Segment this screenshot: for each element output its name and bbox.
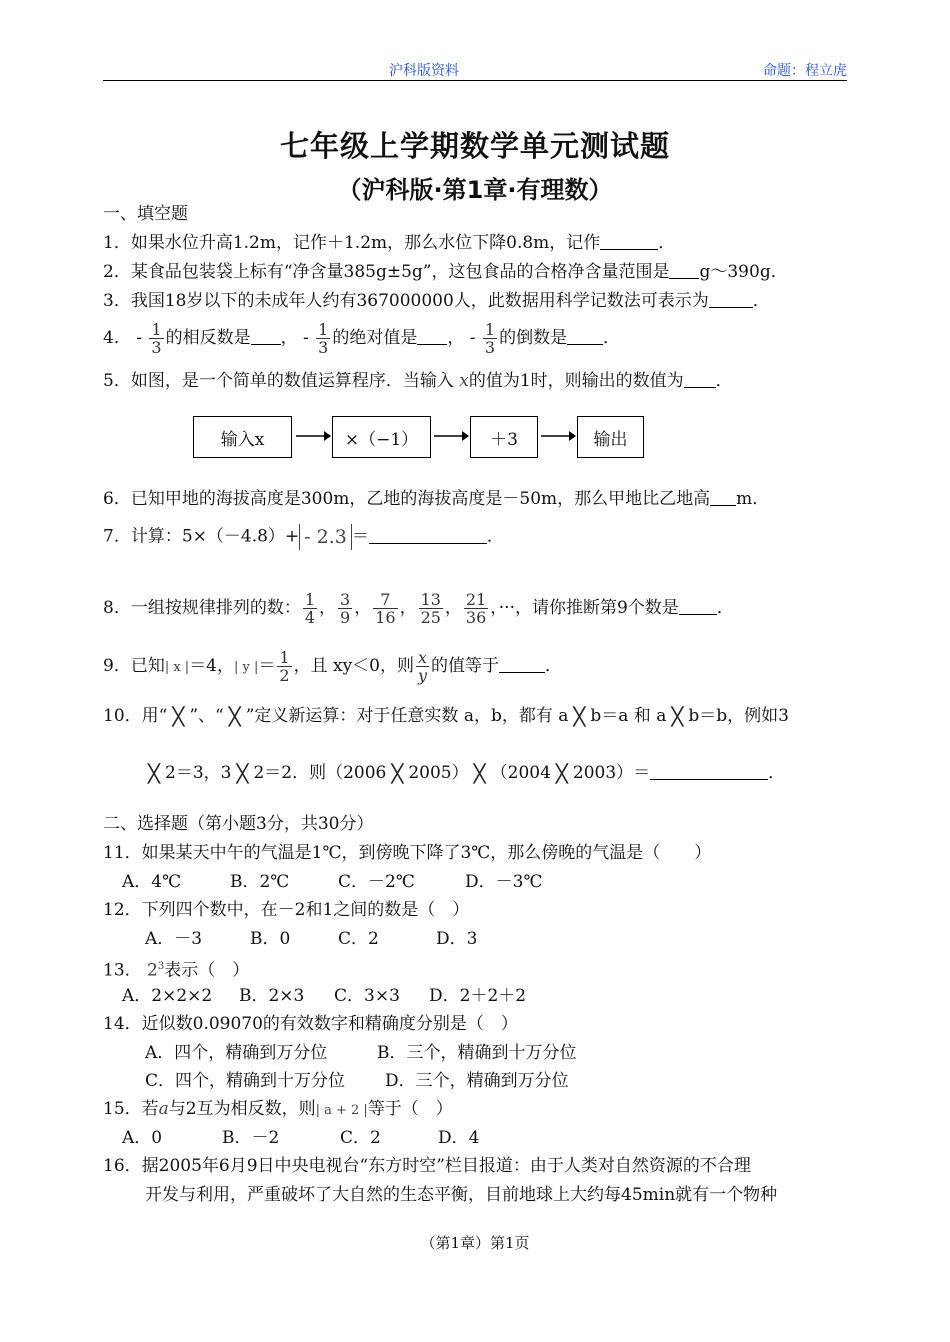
operator-second-icon: ᚷ (235, 761, 250, 787)
q5-text: 5．如图，是一个简单的数值运算程序．当输入 (103, 371, 454, 391)
flow-multiply-box (332, 416, 431, 458)
denominator: y (418, 666, 428, 685)
question-15 (103, 1098, 453, 1122)
power-base: 2 (147, 960, 158, 981)
answer-blank (417, 328, 447, 345)
q4-text-2: 的绝对值是 (332, 328, 418, 348)
question-12: 12．下列四个数中，在－2和1之间的数是（ ） (103, 900, 470, 920)
fraction-half (277, 649, 291, 684)
comma: ， (447, 328, 465, 348)
answer-blank (251, 328, 281, 345)
abs-y: | y | (234, 660, 259, 675)
q6-text-end: m． (736, 489, 770, 509)
question-8 (103, 588, 734, 628)
minus-sign: - (136, 328, 142, 348)
period: ． (603, 328, 621, 348)
option-c: C．－2℃ (338, 872, 415, 892)
q10-text-f: 2＝3，3 (165, 763, 232, 783)
header-rule (103, 80, 847, 81)
q9-text-b: ＝4， (189, 656, 235, 676)
question-11: 11．如果某天中午的气温是1℃，到傍晚下降了3℃，那么傍晚的气温是（ ） (103, 843, 712, 863)
q10-text-i: （2004 (490, 763, 551, 783)
fraction (373, 591, 397, 626)
question-13 (103, 956, 249, 982)
q10-text-h: 2005） (408, 763, 469, 783)
option-d: D．－3℃ (465, 872, 543, 892)
period: ． (752, 291, 770, 311)
numerator: 1 (304, 590, 316, 609)
variable-a: a (158, 1099, 169, 1119)
period: ． (658, 233, 676, 253)
q10-text-e: b＝b，例如3 (688, 706, 789, 726)
option-d: D．4 (438, 1128, 480, 1148)
header-right: 命题：程立虎 (763, 63, 847, 79)
q4-text-1: 的相反数是 (165, 328, 251, 348)
option-c: C．2 (338, 929, 379, 949)
answer-blank (710, 489, 736, 506)
q4-text-3: 的倒数是 (499, 328, 568, 348)
flow-input-box (193, 416, 292, 458)
answer-blank (669, 262, 699, 279)
flow-add-box (470, 416, 538, 458)
period: ． (768, 763, 786, 783)
option-d: D．三个，精确到万分位 (385, 1071, 569, 1091)
question-5 (103, 370, 733, 392)
flow-add-label: ＋3 (490, 429, 518, 450)
period: ． (545, 656, 563, 676)
question-9 (103, 646, 562, 688)
denominator: 36 (465, 608, 487, 627)
section-multiple-choice: 二、选择题（第小题3分，共30分） (103, 814, 374, 834)
q9-text: 9．已知 (103, 656, 165, 676)
operator-second-icon: ᚷ (228, 704, 242, 730)
answer-blank (369, 527, 487, 544)
q8-text: 8．一组按规律排列的数： (103, 598, 301, 618)
question-3 (103, 290, 770, 312)
question-1 (103, 232, 675, 254)
option-d: D．3 (436, 929, 478, 949)
q13-text: 表示（ ） (164, 960, 250, 981)
denominator: 3 (318, 338, 329, 357)
flow-output-label: 输出 (593, 429, 628, 450)
answer-blank (709, 291, 753, 308)
option-b: B．2×3 (239, 986, 305, 1006)
question-2 (103, 261, 788, 283)
section-fill-blank: 一、填空题 (103, 204, 188, 224)
fraction (464, 591, 488, 626)
fraction (419, 591, 443, 626)
numerator: 21 (465, 590, 487, 609)
option-c: C．3×3 (334, 986, 400, 1006)
numerator: 3 (340, 590, 351, 609)
question-13-options (122, 985, 526, 1007)
q15-text-b: 与2互为相反数，则 (168, 1099, 316, 1119)
abs-a-plus-2: | a + 2 | (315, 1103, 368, 1118)
denominator: 25 (420, 608, 441, 627)
numerator: x (416, 649, 429, 667)
answer-blank (499, 656, 545, 673)
fraction-one-third (316, 321, 330, 356)
comma: ， (444, 598, 462, 618)
q10-text-d: b＝a 和 a (590, 706, 667, 726)
operator-first-icon: ᚷ (147, 761, 161, 787)
question-14-options-1 (145, 1042, 577, 1064)
variable-x: x (459, 371, 469, 391)
q10-text-j: 2003）＝ (572, 763, 651, 783)
denominator: 9 (340, 608, 351, 627)
flow-output-box (577, 416, 644, 458)
question-16-cont: 开发与利用，严重破坏了大自然的生态平衡，目前地球上大约每45min就有一个物种 (145, 1185, 778, 1205)
comma: ， (399, 598, 417, 618)
q5-text-2: 的值为1时，则输出的数值为 (468, 371, 684, 391)
q4-number: 4． (103, 328, 131, 348)
q15-text-c: 等于（ ） (367, 1099, 453, 1119)
q9-text-d: ，且 xy＜0，则 (293, 656, 414, 676)
answer-blank (650, 763, 768, 780)
comma: ， (280, 328, 298, 348)
q1-text: 1．如果水位升高1.2m，记作＋1.2m，那么水位下降0.8m，记作 (103, 233, 601, 253)
comma: ， (319, 598, 337, 618)
q7-equals: ＝ (351, 526, 369, 547)
option-b: B．三个，精确到十万分位 (377, 1043, 577, 1063)
page-header (103, 60, 847, 80)
answer-blank (600, 233, 658, 250)
question-7 (103, 524, 504, 550)
flow-arrow-2 (432, 426, 470, 446)
option-b: B．0 (250, 929, 291, 949)
denominator: 4 (304, 608, 316, 627)
q7-text: 7．计算：5×（－4.8）+ (103, 526, 300, 547)
numerator: 7 (373, 591, 397, 609)
period: ． (716, 598, 734, 618)
answer-blank (679, 598, 717, 615)
q10-text-b: ”、“ (189, 706, 224, 726)
option-a: A．2×2×2 (122, 986, 213, 1006)
period: ． (715, 371, 733, 391)
fraction (303, 591, 317, 626)
page-subtitle: （沪科版·第1章·有理数） (337, 176, 613, 204)
operator-first-icon: ᚷ (171, 704, 185, 730)
q6-text: 6．已知甲地的海拔高度是300m，乙地的海拔高度是－50m，那么甲地比乙地高 (103, 489, 711, 509)
q15-text-a: 15．若 (103, 1099, 159, 1119)
option-b: B．－2 (222, 1128, 280, 1148)
numerator: 13 (420, 590, 441, 609)
minus-sign: - (302, 328, 309, 348)
question-14: 14．近似数0.09070的有效数字和精确度分别是（ ） (103, 1014, 518, 1034)
operator-second-icon: ᚷ (670, 704, 684, 730)
flow-input-label: 输入x (220, 429, 265, 450)
fraction-one-third (149, 321, 163, 356)
numerator: 1 (318, 320, 329, 339)
fraction (338, 591, 352, 626)
page-title: 七年级上学期数学单元测试题 (279, 129, 670, 163)
option-a: A．－3 (145, 929, 203, 949)
question-4 (103, 318, 620, 358)
numerator: 1 (279, 648, 290, 667)
fraction-one-third (483, 321, 497, 356)
operator-first-icon: ᚷ (572, 704, 586, 730)
denominator: 16 (375, 608, 396, 627)
question-11-options (122, 871, 542, 893)
power-exponent: 3 (157, 961, 165, 972)
fraction-x-over-y (416, 649, 429, 684)
denominator: 3 (484, 338, 496, 357)
option-c: C．四个，精确到十万分位 (145, 1071, 346, 1091)
operator-first-icon: ᚷ (473, 761, 487, 787)
option-a: A．4℃ (122, 872, 182, 892)
question-6 (103, 488, 769, 510)
question-10-cont (143, 762, 785, 785)
abs-x: | x | (164, 660, 190, 675)
question-12-options (145, 928, 477, 950)
question-15-options (122, 1127, 479, 1149)
answer-blank (684, 371, 716, 388)
q2-text-end: g～390g． (699, 262, 788, 282)
comma: ， (354, 598, 372, 618)
denominator: 2 (279, 666, 290, 685)
minus-sign: - (469, 328, 476, 348)
numerator: 1 (484, 320, 496, 339)
header-center: 沪科版资料 (389, 63, 459, 79)
option-a: A．0 (122, 1128, 163, 1148)
answer-blank (567, 328, 603, 345)
flow-arrow-3 (539, 426, 577, 446)
flow-multiply-label: ×（−1） (344, 429, 419, 450)
page-footer: （第1章）第1页 (420, 1234, 530, 1252)
period: ． (486, 526, 504, 547)
q10-text-c: ”定义新运算：对于任意实数 a，b，都有 a (245, 706, 569, 726)
q9-text-c: ＝ (258, 656, 276, 676)
option-b: B．2℃ (230, 872, 290, 892)
denominator: 3 (151, 338, 162, 357)
question-10 (103, 705, 789, 728)
q8-text-2: ，···，请你推断第9个数是 (490, 598, 679, 618)
q2-text: 2．某食品包装袋上标有“净含量385g±5g”，这包食品的合格净含量范围是 (103, 262, 670, 282)
question-16: 16．据2005年6月9日中央电视台“东方时空”栏目报道：由于人类对自然资源的不合理 (103, 1156, 751, 1176)
flow-arrow-1 (294, 426, 332, 446)
q10-text-a: 10．用“ (103, 706, 168, 726)
option-c: C．2 (340, 1128, 381, 1148)
operator-second-icon: ᚷ (390, 761, 404, 787)
question-14-options-2 (145, 1070, 569, 1092)
numerator: 1 (151, 320, 162, 339)
q10-text-g: 2＝2．则（2006 (253, 763, 387, 783)
operator-second-icon: ᚷ (555, 761, 569, 787)
option-d: D．2＋2＋2 (429, 986, 527, 1006)
absolute-value: - 2.3 (299, 524, 352, 550)
q9-text-e: 的值等于 (431, 656, 500, 676)
q3-text: 3．我国18岁以下的未成年人约有367000000人，此数据用科学记数法可表示为 (103, 291, 709, 311)
q13-number: 13． (103, 960, 142, 981)
option-a: A．四个，精确到万分位 (145, 1043, 328, 1063)
